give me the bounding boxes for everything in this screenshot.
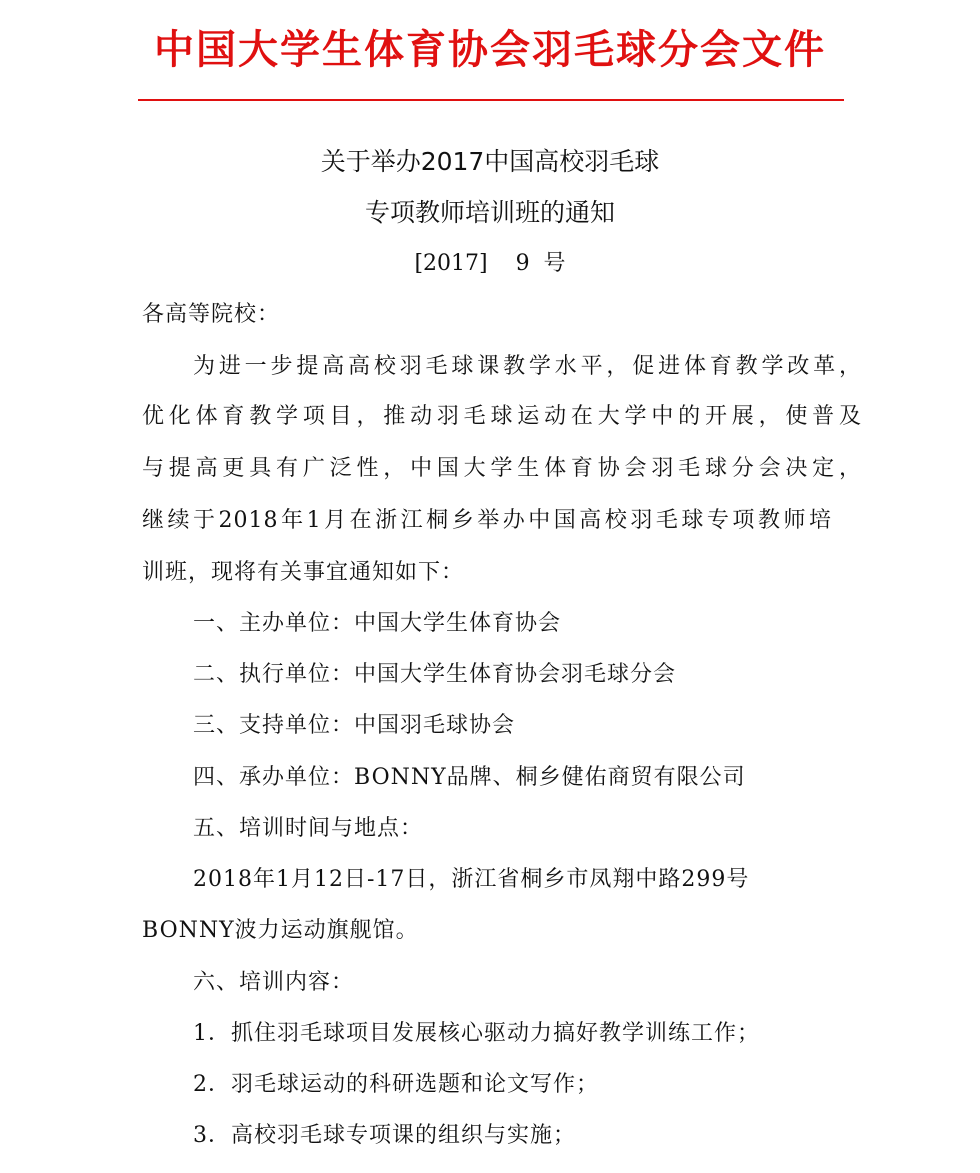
intro-line: 训班，现将有关事宜通知如下： bbox=[142, 560, 465, 585]
venue-line: BONNY波力运动旗舰馆。 bbox=[142, 918, 419, 943]
venue-line: 2018年1月12日-17日，浙江省桐乡市凤翔中路299号 bbox=[193, 867, 750, 892]
intro-line: 为进一步提高高校羽毛球课教学水平，促进体育教学改革， bbox=[193, 354, 862, 379]
header-red-rule bbox=[138, 99, 844, 101]
list-item: 三、支持单位：中国羽毛球协会 bbox=[193, 713, 516, 738]
content-item: 2．羽毛球运动的科研选题和论文写作； bbox=[193, 1072, 599, 1097]
notice-title-line-2: 专项教师培训班的通知 bbox=[364, 198, 615, 227]
intro-line: 优化体育教学项目，推动羽毛球运动在大学中的开展，使普及 bbox=[142, 404, 862, 429]
list-item: 五、培训时间与地点： bbox=[193, 816, 424, 841]
content-heading: 六、培训内容： bbox=[193, 970, 355, 995]
list-item: 二、执行单位：中国大学生体育协会羽毛球分会 bbox=[193, 662, 677, 687]
list-item: 四、承办单位：BONNY品牌、桐乡健佑商贸有限公司 bbox=[193, 765, 746, 790]
intro-line: 继续于2018年1月在浙江桐乡举办中国高校羽毛球专项教师培 bbox=[142, 508, 832, 533]
document-number: [2017] 9 号 bbox=[414, 251, 566, 276]
content-item: 1．抓住羽毛球项目发展核心驱动力搞好教学训练工作； bbox=[193, 1021, 760, 1046]
list-item: 一、主办单位：中国大学生体育协会 bbox=[193, 611, 562, 636]
intro-line: 与提高更具有广泛性，中国大学生体育协会羽毛球分会决定， bbox=[142, 456, 862, 481]
notice-title-line-1: 关于举办2017中国高校羽毛球 bbox=[320, 147, 660, 176]
content-item: 3．高校羽毛球专项课的组织与实施； bbox=[193, 1123, 576, 1148]
salutation: 各高等院校： bbox=[142, 302, 281, 327]
document-header-title: 中国大学生体育协会羽毛球分会文件 bbox=[154, 27, 826, 73]
